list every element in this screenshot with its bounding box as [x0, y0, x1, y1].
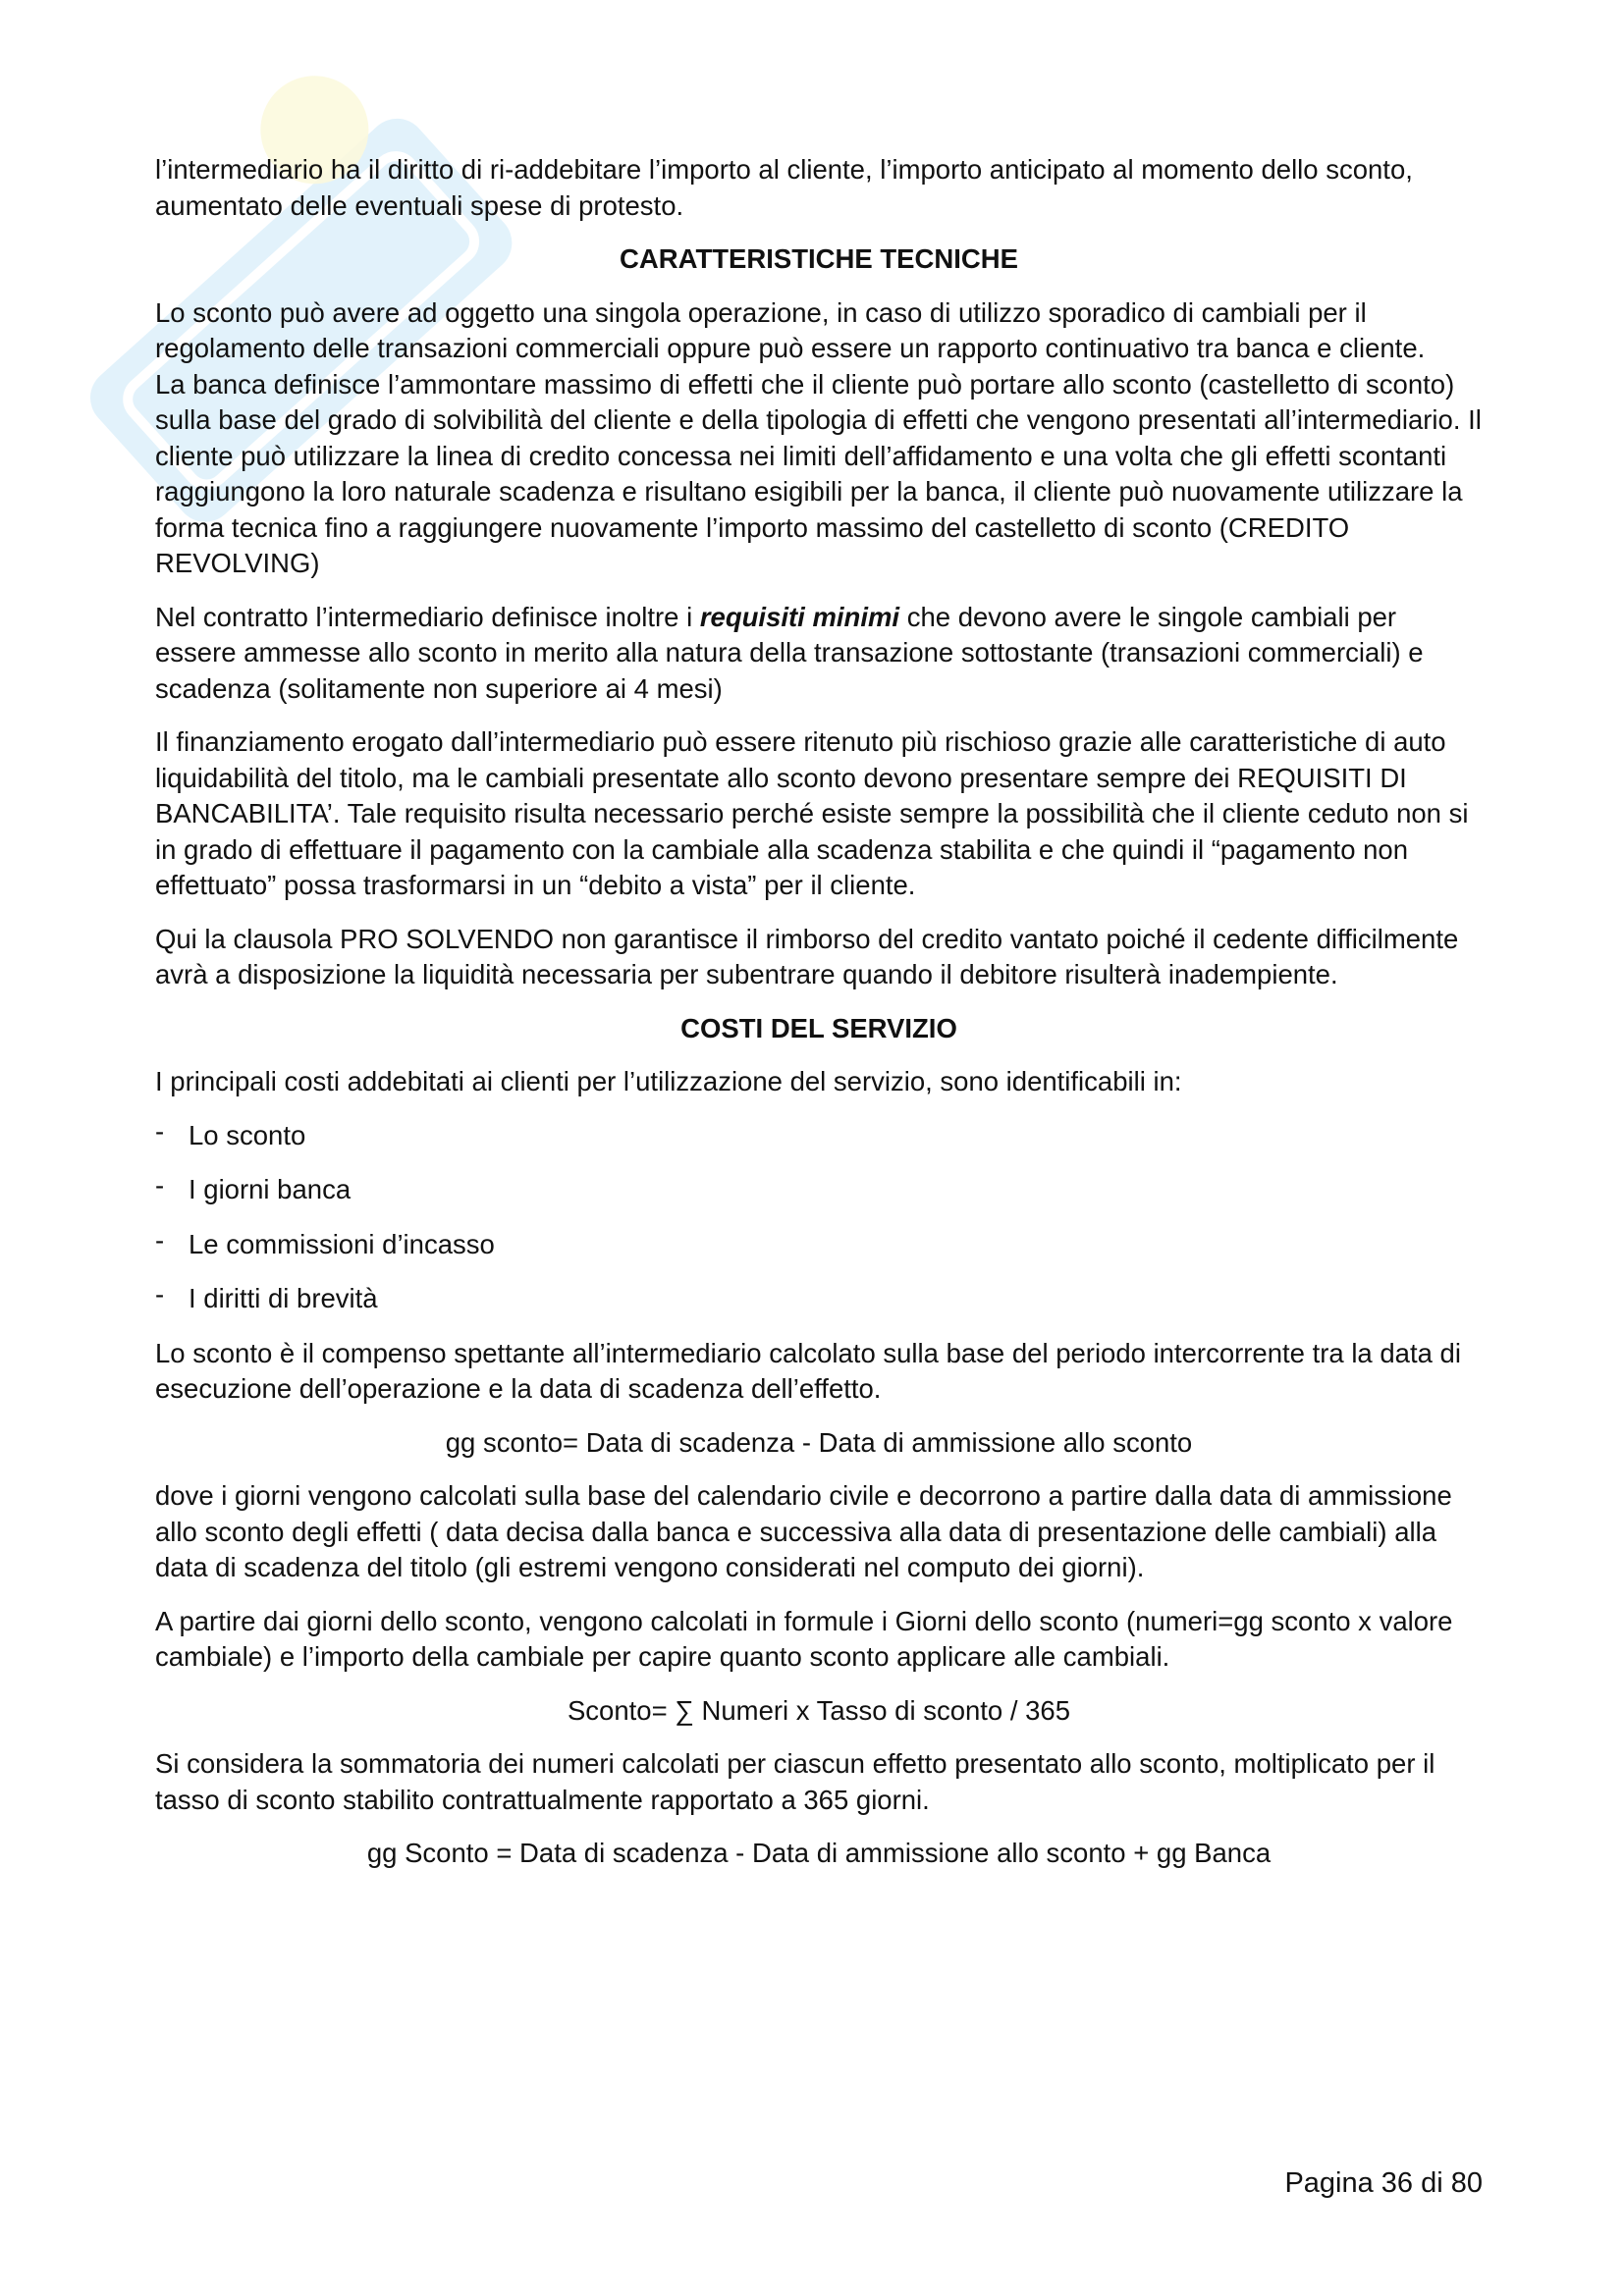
formula-sconto: Sconto= ∑ Numeri x Tasso di sconto / 365 [567, 1694, 1071, 1726]
list-item-label: Lo sconto [189, 1119, 306, 1150]
list-item-label: I diritti di brevità [189, 1283, 378, 1313]
paragraph-numeri: A partire dai giorni dello sconto, vengono calcolati in formule i Giorni dello sconto (numeri=gg sconto x valore cambiale) e l’importo della cambiale per capire quanto sconto applicare alle cambiali. [155, 1605, 1453, 1672]
heading-caratteristiche-tecniche: CARATTERISTICHE TECNICHE [620, 243, 1018, 274]
list-item-label: Le commissioni d’incasso [189, 1228, 495, 1259]
page-number: Pagina 36 di 80 [1284, 2167, 1483, 2199]
text-span: che devono avere le singole cambiali per essere ammesse allo sconto in merito alla natura della transazione sottostante (transazioni commerciali) e scadenza (solitamente non superiore ai 4 mesi) [155, 601, 1424, 704]
paragraph-calendario-civile: dove i giorni vengono calcolati sulla base del calendario civile e decorrono a partire dalla data di ammissione allo sconto degli effetti ( data decisa dalla banca e successiva alla data di presentazione delle cambiali) alla data di scadenza del titolo (gli estremi vengono considerati nel computo dei giorni). [155, 1480, 1452, 1582]
paragraph-requisiti-minimi [155, 600, 1483, 708]
bullet-dash: - [155, 1279, 165, 1309]
bullet-dash: - [155, 1170, 165, 1201]
cost-list [155, 1115, 1483, 1317]
paragraph-castelletto: La banca definisce l’ammontare massimo di effetti che il cliente può portare allo sconto (castelletto di sconto) sulla base del grado di solvibilità del cliente e della tipologia di effetti che vengono presentati all’intermediario. Il cliente può utilizzare la linea di credito concessa nei limiti dell’affidamento e una volta che gli effetti scontanti raggiungono la loro naturale scadenza e risultano esigibili per la banca, il cliente può nuovamente utilizzare la forma tecnica fino a raggiungere nuovamente l’importo massimo del castelletto di sconto (CREDITO REVOLVING) [155, 368, 1482, 578]
formula-gg-sconto-banca: gg Sconto = Data di scadenza - Data di ammissione allo sconto + gg Banca [366, 1838, 1272, 1868]
paragraph-intro: l’intermediario ha il diritto di ri-addebitare l’importo al cliente, l’importo anticipato al momento dello sconto, aumentato delle eventuali spese di protesto. [155, 154, 1413, 221]
list-item [155, 1172, 1483, 1208]
heading-costi-servizio: COSTI DEL SERVIZIO [680, 1012, 957, 1043]
paragraph-sconto-oggetto: Lo sconto può avere ad oggetto una singola operazione, in caso di utilizzo sporadico di cambiali per il regolamento delle transazioni commerciali oppure può essere un rapporto continuativo tra banca e cliente. [155, 296, 1426, 363]
emphasis-requisiti-minimi: requisiti minimi [699, 601, 900, 632]
paragraph-sommatoria: Si considera la sommatoria dei numeri calcolati per ciascun effetto presentato allo sconto, moltiplicato per il tasso di sconto stabilito contrattualmente rapportato a 365 giorni. [155, 1748, 1435, 1815]
document-page [155, 152, 1483, 1890]
formula-gg-sconto: gg sconto= Data di scadenza - Data di ammissione allo sconto [445, 1426, 1193, 1458]
list-item-label: I giorni banca [189, 1174, 352, 1204]
bullet-dash: - [155, 1115, 165, 1147]
paragraph-sconto-compenso: Lo sconto è il compenso spettante all’intermediario calcolato sulla base del periodo intercorrente tra la data di esecuzione dell’operazione e la data di scadenza dell’effetto. [155, 1337, 1461, 1404]
paragraph-bancabilita: Il finanziamento erogato dall’intermediario può essere ritenuto più rischioso grazie alle caratteristiche di auto liquidabilità del titolo, ma le cambiali presentate allo sconto devono presentare sempre dei REQUISITI DI BANCABILITA’. Tale requisito risulta necessario perché esiste sempre la possibilità che il cliente ceduto non si in grado di effettuare il pagamento con la cambiale alla scadenza stabilita e che quindi il “pagamento non effettuato” possa trasformarsi in un “debito a vista” per il cliente. [155, 726, 1469, 900]
bullet-dash: - [155, 1224, 165, 1255]
paragraph-pro-solvendo: Qui la clausola PRO SOLVENDO non garantisce il rimborso del credito vantato poiché il cedente difficilmente avrà a disposizione la liquidità necessaria per subentrare quando il debitore risulterà inadempiente. [155, 923, 1459, 989]
list-item [155, 1281, 1483, 1317]
list-item [155, 1115, 1483, 1154]
text-span: Nel contratto l’intermediario definisce inoltre i [155, 601, 700, 632]
list-item [155, 1224, 1483, 1263]
paragraph-costi-intro: I principali costi addebitati ai clienti per l’utilizzazione del servizio, sono identificabili in: [155, 1066, 1182, 1096]
